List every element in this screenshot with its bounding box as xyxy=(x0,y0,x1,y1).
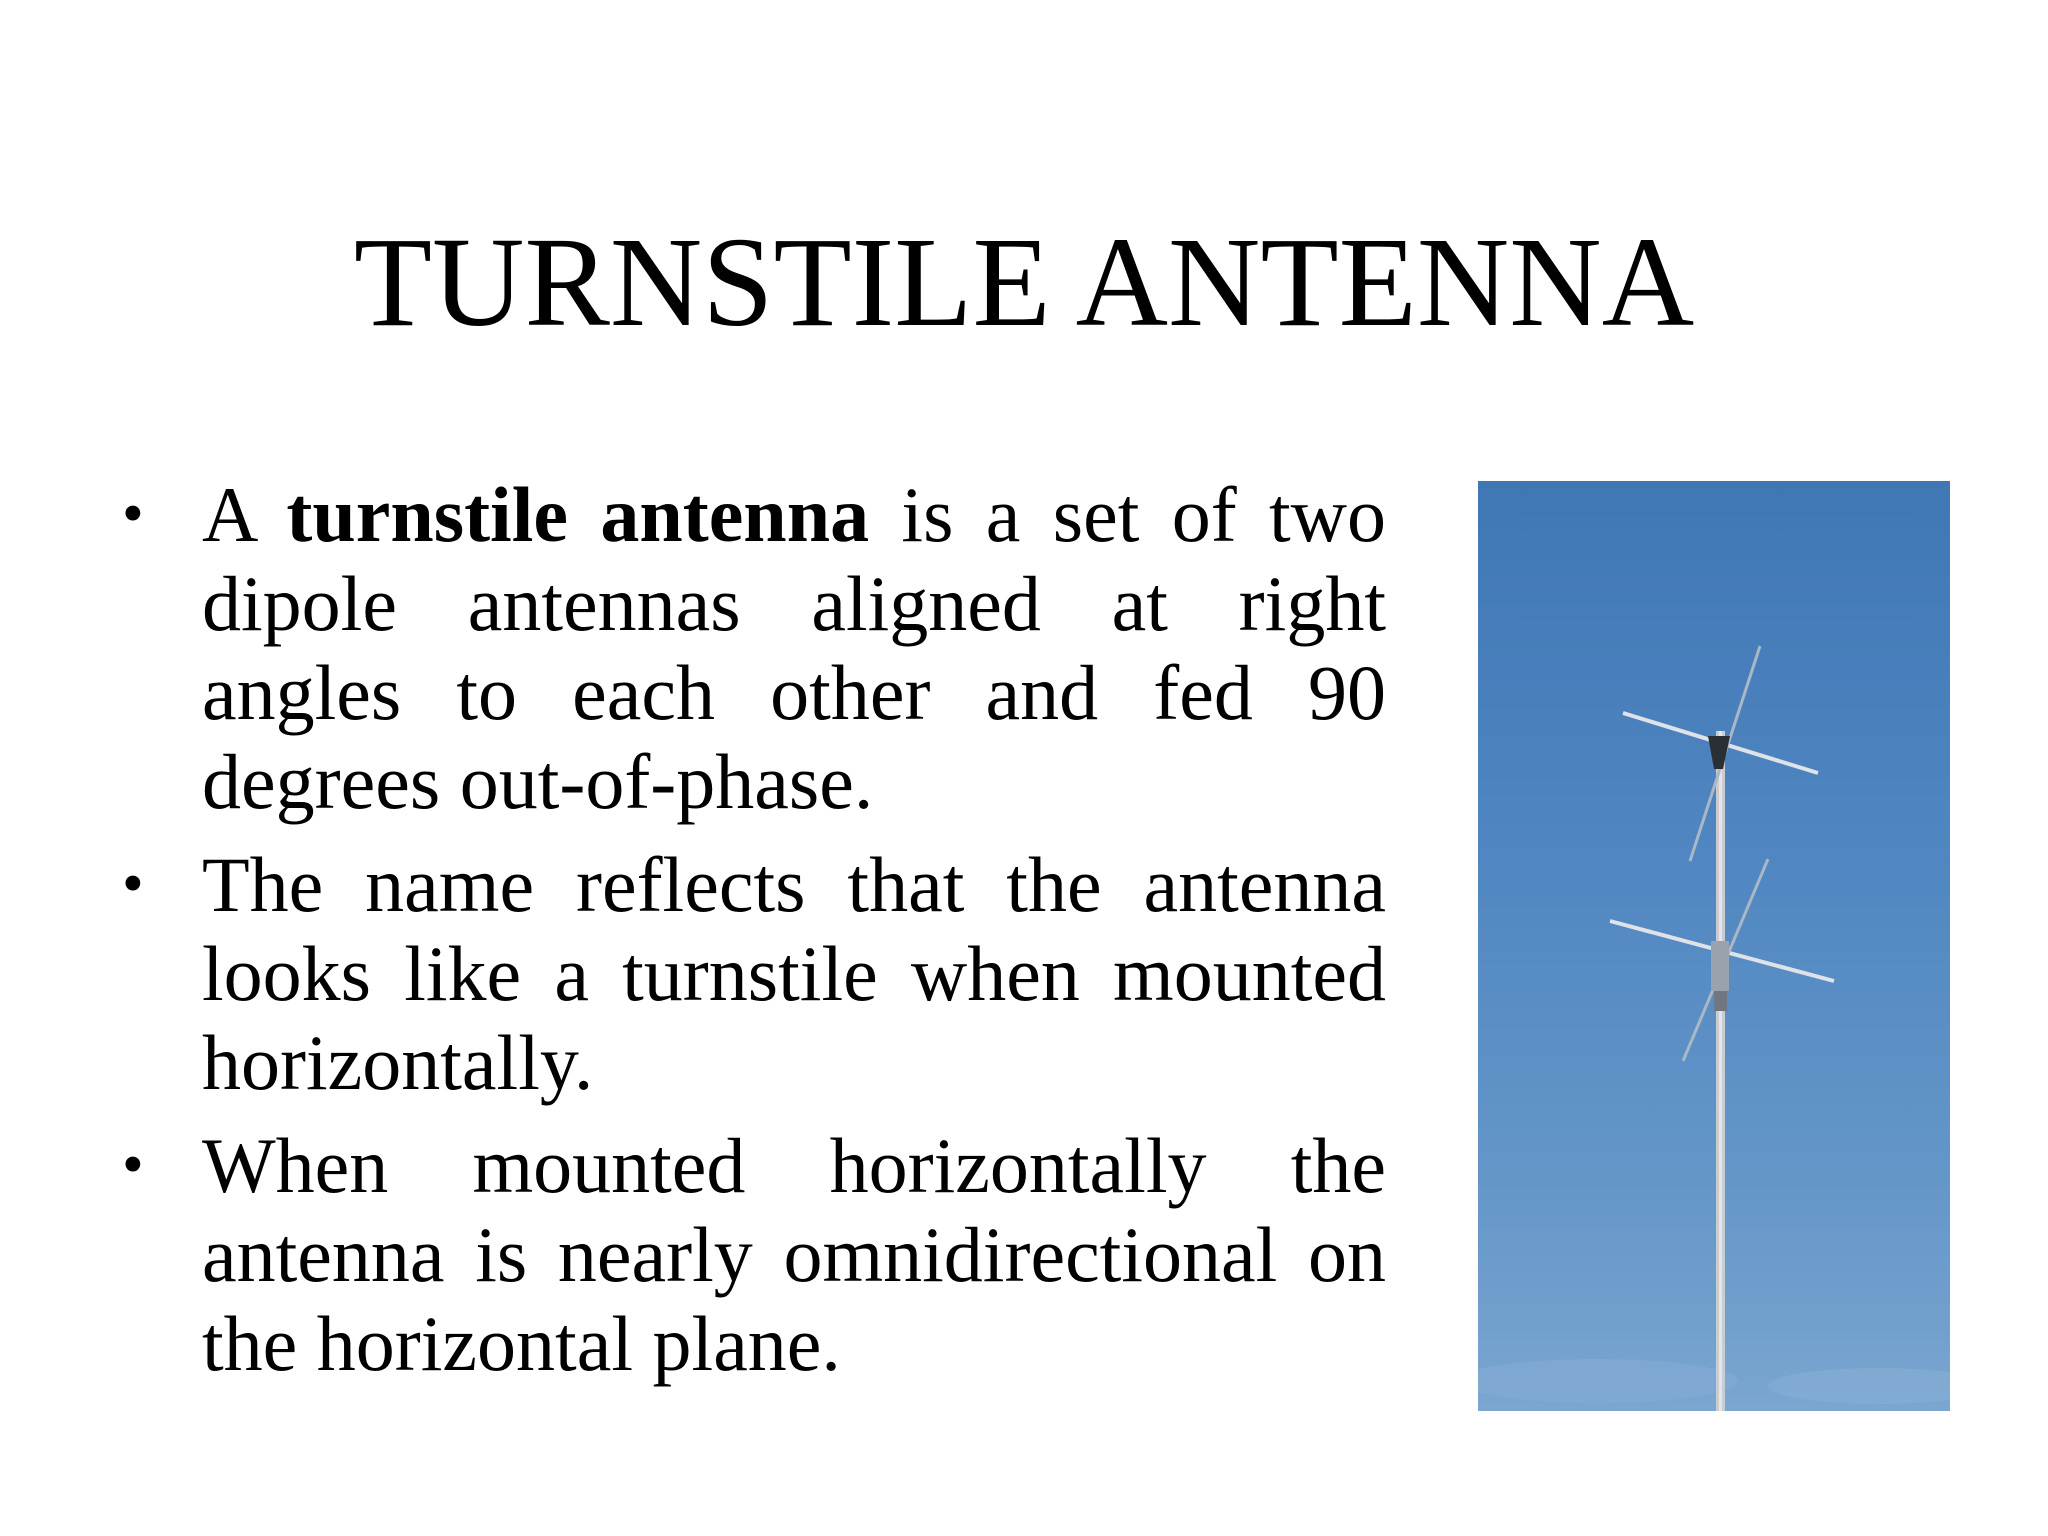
bullet-item xyxy=(118,840,1386,1107)
bullet-item xyxy=(118,1121,1386,1388)
bullet-item xyxy=(118,470,1386,826)
cloud-shape xyxy=(1768,1368,1950,1404)
lower-feed-hub xyxy=(1711,941,1729,991)
antenna-photo xyxy=(1478,481,1950,1411)
mast-clamp xyxy=(1714,991,1727,1011)
slide-title: TURNSTILE ANTENNA xyxy=(353,211,1695,353)
cloud-shape xyxy=(1478,1359,1738,1403)
bullet-text-bold: turnstile antenna xyxy=(286,471,870,558)
bullet-text: The name reflects that the antenna looks like a turnstile when mounted horizontally. xyxy=(202,841,1386,1106)
bullet-text-prefix: A xyxy=(202,471,287,558)
bullet-text: When mounted horizontally the antenna is nearly omnidirectional on the horizontal plane. xyxy=(202,1122,1386,1387)
antenna-illustration xyxy=(1478,481,1950,1411)
mast-highlight xyxy=(1719,731,1722,1411)
bullet-text-rest: is a set of two dipole antennas aligned at right angles to each other and fed 90 degrees out-of-phase. xyxy=(202,471,1386,825)
bullet-list xyxy=(118,470,1386,1402)
bullet-marker: • xyxy=(122,480,144,548)
bullet-text xyxy=(202,471,1386,825)
bullet-marker: • xyxy=(122,850,144,918)
bullet-marker: • xyxy=(122,1131,144,1199)
